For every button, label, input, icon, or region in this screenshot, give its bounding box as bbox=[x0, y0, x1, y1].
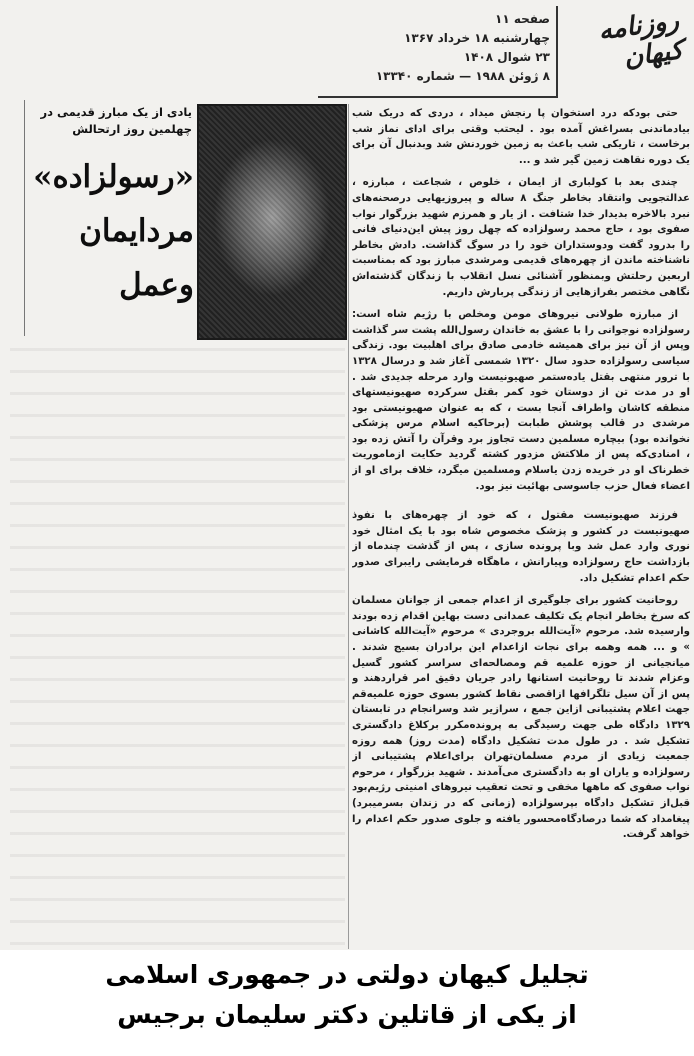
masthead-divider bbox=[556, 6, 558, 98]
issue-date-hijri: ۲۳ شوال ۱۴۰۸ bbox=[463, 50, 550, 64]
issue-date-gregorian: ۸ ژوئن ۱۹۸۸ — شماره ۱۳۳۴۰ bbox=[375, 69, 550, 83]
article-paragraph: از مبارزه طولانی نیروهای مومن ومخلص با رژیم شاه است: رسولزاده نوجوانی را با عشق به خاندان رسول‌الله پشت سر گذاشت وپس از آن نیز برای همیشه خادمی صادق برای اهلبیت بود. زندگی سیاسی رسولزاده حدود سال ۱۳۲۰ شمسی آغاز شد و درسال ۱۳۲۸ با ترور منتهی بقتل یاده‌ستمر صهیونیست وارد مرحله جدیدی شد . او در مدت تن از دوستان خود کمر بقتل سرکرده صهیونیستهای منطقه کاشان واطراف آنجا بست ، که به عنوان صهیونیستی بود مرشدی در قالب پوشش طبابت (برحاکیه اسلام مرس پزشکی نخوانده بود) بیچاره مسلمین دست تجاوز برد وقرآن را آتش زده بود ، امنادی‌که پس از ملاکتش مزدور کشته گردید حکایت ازماموریت خطرناک او در خریده زدن یاسلام ومسلمین میگرد، خلاف برای او از اعضاء فعال حزب جاسوسی بهائیت نیز بود. bbox=[352, 309, 690, 492]
headline-title-line: «رسولزاده» bbox=[33, 159, 194, 195]
portrait-photo bbox=[197, 104, 347, 340]
issue-info bbox=[320, 10, 550, 86]
headline-title-line: مردایمان bbox=[79, 213, 194, 249]
masthead bbox=[318, 6, 690, 98]
article-body bbox=[352, 106, 690, 948]
issue-page: صفحه ۱۱ bbox=[495, 12, 550, 26]
newspaper-logo: روزنامه کیهان bbox=[596, 5, 685, 74]
caption-line: از یکی از قاتلین دکتر سلیمان برجیس bbox=[117, 1000, 577, 1029]
headline-title-line: وعمل bbox=[119, 267, 194, 303]
headline-block bbox=[10, 104, 196, 336]
article-paragraph: چندی بعد با کولباری از ایمان ، خلوص ، شجاعت ، مبارزه ، عدالتجویی وانتقاد بخاطر جنگ ۸ ساله و پیروزیهایی درصحنه‌های نبرد بالاخره بدیدار خدا شتافت . از یار و همرزم شهید بزرگوار نواب صفوی بود ، حاج محمد رسولزاده که چهل روز پیش این‌دنیای فانی را بدرود گفت ودوستداران خود را در سوگ گذاشت. دادش بخاطر ناشناخته ماندن از چهره‌های قدیمی ومرشدی مبارز بود که بمناسبت اربعین رحلتش وبمنظور آشنائی نسل انقلاب با زندگان گذشته‌اش نگاهی مختصر بفرازهایی از زندگی پربارش داریم. bbox=[352, 177, 690, 298]
column-rule bbox=[348, 104, 349, 949]
headline-kicker: یادی از یک مبارز قدیمی در چهلمین روز ارتحالش bbox=[40, 105, 192, 136]
bleed-through-area bbox=[10, 345, 345, 945]
article-paragraph: روحانیت کشور برای جلوگیری از اعدام جمعی از جوانان مسلمان که سرخ بخاطر انجام یک تکلیف عمدانی دست بهاین اقدام زده بودند وارسیده شد. مرحوم «آیت‌الله بروجردی » مرحوم «آیت‌الله کاشانی » و ... همه وهمه برای نجات ازاعدام این برادران بسیج شدند . میانجیانی از حوزه علمیه قم ومصالحه‌ای سراسر کشور گسیل وعزام شدند تا روحانیت استانها رادر جریان دقیق امر قراردهند و پس از آن سیل تلگرافها ازاقصی نقاط کشور بسوی حوزه علمیه‌قم جهت اعلام پشتیبانی ازاین جمع ، سرازیر شد وسرانجام در تابستان ۱۳۲۹ دادگاه طی جهت رسیدگی به پرونده‌مکرر برکلاغ دادگستری تشکیل شد . در طول مدت تشکیل دادگاه (مدت روز) همه روزه جمعیت زیادی از مردم مسلمان‌تهران برای‌اعلام پشتیبانی از رسولزاده و یاران او به دادگستری می‌آمدند . شهید بزرگوار ، مرحوم نواب صفوی که ماهها مخفی و تحت تعقیب نیروهای امنیتی رژیم‌بود قبل‌از تشکیل دادگاه بپرسولزاده (زمانی که در زندان بسرمیبرد) پیغامداد که شما درصادگاه‌محسور یافته و جلوی صدور حکم اعدام را خواهد گرفت. bbox=[352, 595, 690, 841]
image-caption bbox=[0, 955, 694, 1053]
issue-date-persian: چهارشنبه ۱۸ خرداد ۱۳۶۷ bbox=[404, 31, 550, 45]
article-paragraph: فرزند صهیونیست مقتول ، که خود از چهره‌های با نفوذ صهیونیست در کشور و پزشک مخصوص شاه بود با یک امثال خود نوری وارد عمل شد وبا پرونده سازی ، پس از گذشت چندماه از بازداشت حاج رسولزاده وپیارانش ، ماهگاه فرمایشی رایبرای صدور حکم اعدام تشکیل داد. bbox=[352, 510, 690, 584]
article-paragraph: حتی بودکه درد استخوان پا رنجش میداد ، دردی که دریک شب بیادماندنی بسراغش آمده بود . لیحتب وقتی برای ادای نماز شب برخاست ، تاریکی شب باعث به زمین خوردنش شد وبدنبال آن برای یک دوره نقاهت زمین گیر شد و ... bbox=[352, 108, 690, 166]
headline-title bbox=[16, 150, 194, 312]
caption-line: تجلیل کیهان دولتی در جمهوری اسلامی bbox=[105, 960, 589, 989]
masthead-rule bbox=[318, 96, 558, 98]
